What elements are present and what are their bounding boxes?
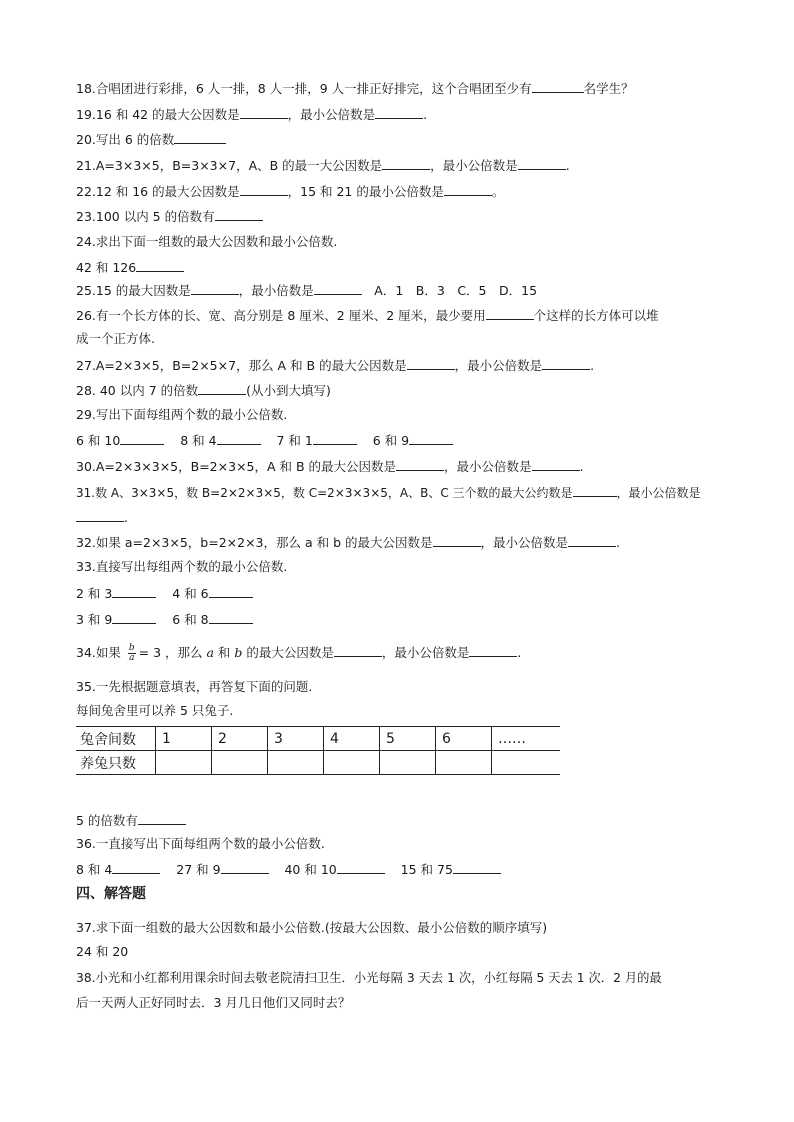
question-31 [76, 484, 701, 501]
question-29 [76, 407, 287, 423]
q33-text: 33.直接写出每组两个数的最小公倍数. [76, 559, 288, 574]
question-35-multiples [76, 812, 186, 829]
question-24-pair [76, 259, 184, 276]
q29-blank-2[interactable] [217, 432, 261, 445]
q34-text: 34.如果 [76, 645, 121, 660]
q34-text-c: ，最小公倍数是 [381, 645, 470, 660]
question-23 [76, 208, 263, 225]
q38-text-b: 后一天两人正好同时去．3 月几日他们又同时去？ [76, 995, 351, 1010]
section-heading: 四、解答题 [76, 886, 146, 902]
q27-gcd-blank[interactable] [407, 357, 455, 370]
q35-answer-blank[interactable] [138, 812, 186, 825]
q27-text: 27.A=2×3×5，B=2×5×7，那么 A 和 B 的最大公因数是 [76, 358, 407, 373]
q28-answer-blank[interactable] [198, 382, 246, 395]
q29-pair-3: 7 和 1 [276, 433, 313, 448]
q33-blank-3[interactable] [112, 611, 156, 624]
question-32 [76, 534, 620, 551]
table-cell: 2 [212, 727, 268, 751]
q34-var-a: a [206, 645, 214, 660]
q23-answer-blank[interactable] [215, 208, 263, 221]
q29-text: 29.写出下面每组两个数的最小公倍数. [76, 407, 288, 422]
table-input-cell[interactable] [324, 751, 380, 775]
q30-end: . [579, 459, 584, 474]
table-input-cell[interactable] [156, 751, 212, 775]
question-37-pair [76, 944, 128, 960]
q18-text: 18.合唱团进行彩排，6 人一排，8 人一排，9 人一排正好排完，这个合唱团至少有 [76, 81, 532, 96]
table-cell: …… [492, 727, 561, 751]
row-label-rabbits: 养兔只数 [76, 751, 156, 775]
question-35 [76, 679, 312, 695]
q34-gcd-blank[interactable] [334, 644, 382, 657]
q22-gcd-blank[interactable] [240, 183, 288, 196]
question-36 [76, 836, 325, 852]
q22-end: 。 [491, 184, 505, 199]
q32-end: . [616, 535, 620, 550]
question-19 [76, 106, 427, 123]
q19-gcd-blank[interactable] [240, 106, 288, 119]
question-36-pairs [76, 861, 501, 878]
q36-blank-4[interactable] [453, 861, 501, 874]
q24-text: 24.求出下面一组数的最大公因数和最小公倍数. [76, 234, 338, 249]
question-38-cont [76, 995, 350, 1011]
question-25 [76, 282, 537, 299]
q29-pair-4: 6 和 9 [372, 433, 410, 448]
q25-text-b: ，最小倍数是 [238, 283, 314, 298]
q28-text: 28. 40 以内 7 的倍数 [76, 383, 199, 398]
q28-note: (从小到大填写) [246, 383, 331, 398]
table-cell: 3 [268, 727, 324, 751]
q25-text: 25.15 的最大因数是 [76, 283, 191, 298]
question-31-cont [76, 509, 128, 526]
table-input-cell[interactable] [492, 751, 561, 775]
q26-text-c: 成一个正方体. [76, 331, 155, 346]
question-34 [76, 644, 521, 663]
q32-text-b: ，最小公倍数是 [480, 535, 569, 550]
table-row-hutches [76, 727, 560, 751]
q25-min-multiple-blank[interactable] [314, 282, 362, 295]
question-26-cont [76, 331, 155, 347]
q32-text: 32.如果 a=2×3×5，b=2×2×3，那么 a 和 b 的最大公因数是 [76, 535, 433, 550]
table-cell: 6 [436, 727, 492, 751]
q35-context-text: 每间兔舍里可以养 5 只兔子. [76, 703, 234, 718]
table-input-cell[interactable] [436, 751, 492, 775]
question-29-pairs [76, 432, 453, 449]
question-22 [76, 183, 504, 200]
q37-pair-text: 24 和 20 [76, 944, 129, 959]
q31-text: 31.数 A、3×3×5，数 B=2×2×3×5，数 C=2×3×3×5，A、B、C 三个数的最大公约数是 [76, 486, 573, 500]
row-label-hutches: 兔舍间数 [76, 727, 156, 751]
q22-text: 22.12 和 16 的最大公因数是 [76, 184, 240, 199]
q18-answer-blank[interactable] [532, 80, 584, 93]
question-20 [76, 131, 226, 148]
q22-lcm-blank[interactable] [444, 183, 492, 196]
q31-lcm-blank[interactable] [76, 509, 124, 522]
question-27 [76, 357, 594, 374]
q32-lcm-blank[interactable] [568, 534, 616, 547]
q36-blank-2[interactable] [221, 861, 269, 874]
q36-blank-3[interactable] [337, 861, 385, 874]
q27-text-b: ，最小公倍数是 [454, 358, 543, 373]
q29-blank-3[interactable] [313, 432, 357, 445]
q26-text: 26.有一个长方体的长、宽、高分别是 8 厘米、2 厘米、2 厘米，最少要用 [76, 308, 486, 323]
q24-answer-blank[interactable] [136, 259, 184, 272]
q33-pair-2: 4 和 6 [172, 586, 209, 601]
q18-tail: 名学生？ [583, 81, 634, 96]
q30-text-b: ，最小公倍数是 [444, 459, 532, 474]
q26-text-b: 个这样的长方体可以堆 [533, 308, 659, 323]
q29-blank-1[interactable] [120, 432, 164, 445]
q21-end: . [565, 158, 570, 173]
question-21 [76, 157, 570, 174]
q30-text: 30.A=2×3×3×5，B=2×3×5，A 和 B 的最大公因数是 [76, 459, 397, 474]
q35-text: 35.一先根据题意填表，再答复下面的问题. [76, 679, 313, 694]
q34-denominator: a [129, 653, 135, 663]
q33-blank-2[interactable] [209, 585, 253, 598]
table-row-rabbits [76, 751, 560, 775]
question-38 [76, 970, 662, 986]
q19-lcm-blank[interactable] [375, 106, 423, 119]
q36-pair-4: 15 和 75 [400, 862, 453, 877]
question-37 [76, 920, 547, 936]
q26-answer-blank[interactable] [486, 307, 534, 320]
q29-pair-2: 8 和 4 [180, 433, 217, 448]
table-input-cell[interactable] [380, 751, 436, 775]
q20-text: 20.写出 6 的倍数 [76, 132, 175, 147]
question-18 [76, 80, 634, 97]
question-33 [76, 559, 287, 575]
q33-pair-1: 2 和 3 [76, 586, 113, 601]
q33-pair-3: 3 和 9 [76, 612, 113, 627]
q25-max-factor-blank[interactable] [191, 282, 239, 295]
table-cell: 5 [380, 727, 436, 751]
table-cell: 4 [324, 727, 380, 751]
q34-text-b: 的最大公因数是 [242, 645, 334, 660]
question-30 [76, 458, 584, 475]
q24-pair-text: 42 和 126 [76, 260, 137, 275]
q23-text: 23.100 以内 5 的倍数有 [76, 209, 215, 224]
q36-text: 36.一直接写出下面每组两个数的最小公倍数. [76, 836, 325, 851]
q27-lcm-blank[interactable] [542, 357, 590, 370]
q22-text-b: ，15 和 21 的最小公倍数是 [287, 184, 444, 199]
question-26 [76, 307, 659, 324]
q37-text: 37.求下面一组数的最大公因数和最小公倍数.(按最大公因数、最小公倍数的顺序填写) [76, 920, 548, 935]
q34-numerator: b [128, 643, 135, 653]
rabbit-table [76, 726, 560, 775]
q19-text-b: ，最小公倍数是 [287, 107, 376, 122]
q27-end: . [590, 358, 595, 373]
q31-text-b: ，最小公倍数是 [616, 486, 701, 500]
q21-text: 21.A=3×3×5，B=3×3×7，A、B 的最一大公因数是 [76, 158, 383, 173]
q34-lcm-blank[interactable] [469, 644, 517, 657]
q29-pair-1: 6 和 10 [76, 433, 121, 448]
q30-lcm-blank[interactable] [532, 458, 580, 471]
question-35-context [76, 703, 233, 719]
q34-and: 和 [213, 645, 235, 660]
q36-blank-1[interactable] [112, 861, 160, 874]
q34-var-b: b [234, 645, 243, 660]
q35-multiples-text: 5 的倍数有 [76, 813, 138, 828]
q33-pair-4: 6 和 8 [172, 612, 209, 627]
q34-equals: = 3 ，那么 [138, 645, 207, 660]
question-33-pairs-b [76, 611, 253, 628]
q33-blank-1[interactable] [112, 585, 156, 598]
q19-text: 19.16 和 42 的最大公因数是 [76, 107, 240, 122]
q36-pair-3: 40 和 10 [284, 862, 337, 877]
table-cell: 1 [156, 727, 212, 751]
question-28 [76, 382, 331, 399]
q21-gcd-blank[interactable] [382, 157, 430, 170]
question-33-pairs-a [76, 585, 253, 602]
q31-end: . [124, 510, 128, 525]
q32-gcd-blank[interactable] [433, 534, 481, 547]
q34-fraction [128, 644, 136, 663]
q21-lcm-blank[interactable] [518, 157, 566, 170]
q31-gcd-blank[interactable] [573, 484, 617, 497]
table-input-cell[interactable] [212, 751, 268, 775]
q21-text-b: ，最小公倍数是 [430, 158, 518, 173]
q20-answer-blank[interactable] [174, 131, 226, 144]
q19-end: . [423, 107, 428, 122]
q36-pair-1: 8 和 4 [76, 862, 113, 877]
q33-blank-4[interactable] [209, 611, 253, 624]
q34-end: . [517, 645, 522, 660]
q36-pair-2: 27 和 9 [176, 862, 221, 877]
q30-gcd-blank[interactable] [396, 458, 444, 471]
q38-text: 38.小光和小红都利用课余时间去敬老院清扫卫生．小光每隔 3 天去 1 次，小红每隔 5 天去 1 次．2 月的最 [76, 971, 662, 985]
q25-options: A．1 B．3 C．5 D．15 [361, 283, 538, 298]
table-input-cell[interactable] [268, 751, 324, 775]
question-24 [76, 234, 337, 250]
q29-blank-4[interactable] [409, 432, 453, 445]
